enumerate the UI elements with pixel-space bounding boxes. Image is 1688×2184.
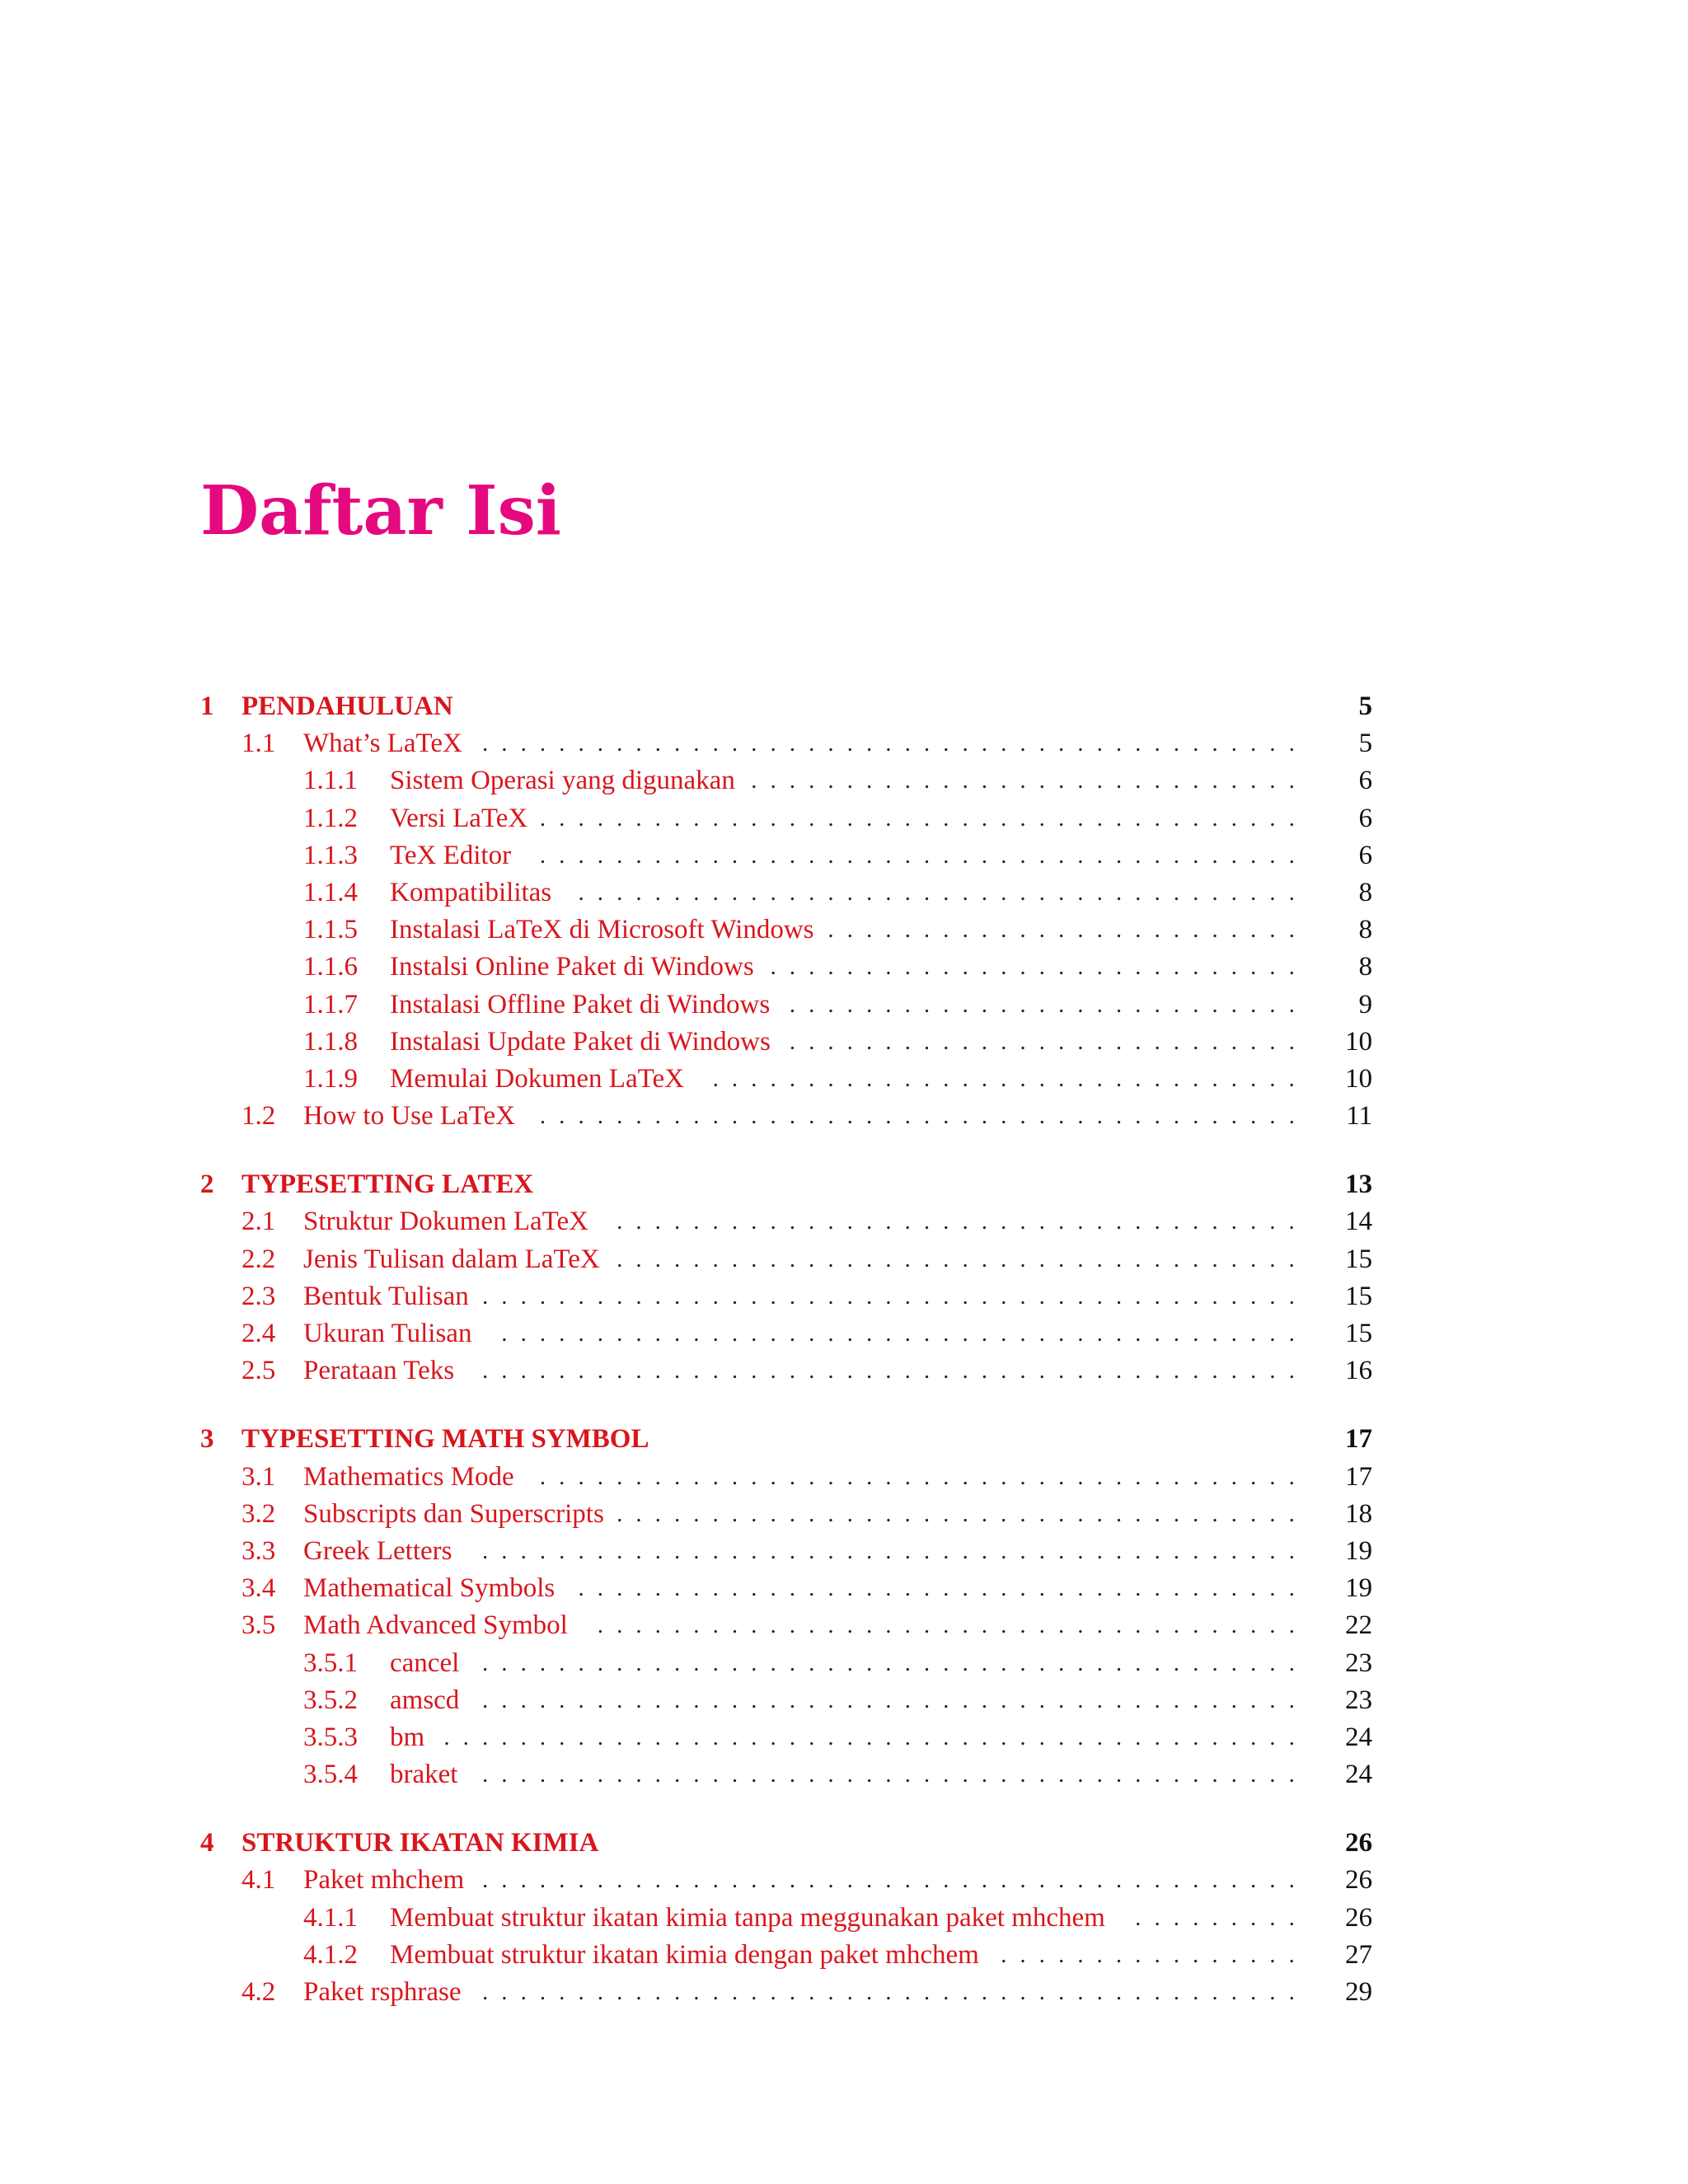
toc-entry-number: 1.1.2 [303, 803, 358, 833]
toc-dot-leader: ........................................ [540, 1104, 1308, 1130]
toc-section-entry[interactable] [200, 1570, 1372, 1607]
toc-dot-leader: ........................................... [482, 1687, 1308, 1713]
toc-entry-number: 1.1.1 [303, 766, 358, 796]
toc-entry-title: amscd [390, 1685, 460, 1715]
toc-subsection-entry[interactable] [200, 762, 1372, 799]
toc-entry-number: 2 [200, 1169, 214, 1200]
toc-dot-leader: ..................................... [597, 1613, 1308, 1639]
toc-entry-number: 3.5.4 [303, 1760, 358, 1790]
toc-entry-title: How to Use LaTeX [303, 1101, 516, 1132]
toc-entry-page: 15 [1345, 1244, 1372, 1274]
toc-entry-number: 3.5.2 [303, 1685, 358, 1715]
toc-entry-page: 17 [1345, 1424, 1372, 1455]
toc-entry-number: 3.1 [241, 1461, 276, 1492]
toc-entry-page: 23 [1345, 1647, 1372, 1678]
toc-section-entry[interactable] [200, 1241, 1372, 1278]
toc-entry-number: 4.2 [241, 1977, 276, 2007]
toc-entry-title: Bentuk Tulisan [303, 1281, 469, 1311]
toc-dot-leader: .......................................... [501, 1321, 1308, 1347]
toc-section-entry[interactable] [200, 1352, 1372, 1390]
toc-entry-title: cancel [390, 1647, 460, 1678]
toc-entry-number: 2.5 [241, 1356, 276, 1386]
toc-subsection-entry[interactable] [200, 1061, 1372, 1098]
toc-entry-title: Paket rsphrase [303, 1977, 462, 2007]
toc-dot-leader: ........................................... [482, 1762, 1308, 1788]
toc-entry-number: 4 [200, 1828, 214, 1858]
toc-entry-title: Subscripts dan Superscripts [303, 1498, 604, 1529]
toc-section-entry[interactable] [200, 1607, 1372, 1644]
toc-subsection-entry[interactable] [200, 837, 1372, 874]
toc-subsection-entry[interactable] [200, 874, 1372, 912]
toc-dot-leader: ........................................... [482, 1538, 1308, 1564]
toc-dot-leader: ........................................ [540, 1464, 1308, 1490]
toc-entry-number: 1.1 [241, 729, 276, 759]
toc-subsection-entry[interactable] [200, 987, 1372, 1024]
toc-entry-page: 8 [1358, 952, 1372, 982]
toc-entry-page: 19 [1345, 1573, 1372, 1604]
toc-entry-title: Instalasi Update Paket di Windows [390, 1026, 771, 1057]
toc-entry-title: PENDAHULUAN [241, 691, 453, 721]
toc-entry-page: 13 [1345, 1169, 1372, 1200]
toc-entry-title: Mathematical Symbols [303, 1573, 556, 1604]
toc-subsection-entry[interactable] [200, 1024, 1372, 1061]
toc-entry-page: 6 [1358, 766, 1372, 796]
toc-dot-leader: ............................ [770, 954, 1308, 981]
toc-dot-leader: ...................................... [578, 879, 1308, 906]
toc-entry-number: 1.1.5 [303, 915, 358, 945]
toc-dot-leader: ...................................... [578, 1576, 1308, 1602]
toc-entry-page: 5 [1358, 729, 1372, 759]
toc-dot-leader: ........................................... [482, 731, 1308, 757]
toc-dot-leader: ........................................... [482, 1283, 1308, 1310]
toc-entry-title: Paket mhchem [303, 1865, 465, 1896]
toc-entry-page: 26 [1345, 1865, 1372, 1896]
toc-dot-leader: ............................... [712, 1066, 1308, 1092]
toc-subsection-entry[interactable] [200, 1645, 1372, 1682]
toc-entry-page: 10 [1345, 1026, 1372, 1057]
toc-entry-page: 27 [1345, 1939, 1372, 1970]
toc-entry-page: 24 [1345, 1722, 1372, 1752]
toc-entry-page: 14 [1345, 1207, 1372, 1237]
toc-section-entry[interactable] [200, 1459, 1372, 1496]
toc-dot-leader: ............................. [751, 768, 1308, 794]
toc-dot-leader: ........................................... [482, 1868, 1308, 1894]
toc-section-entry[interactable] [200, 1496, 1372, 1533]
toc-entry-page: 9 [1358, 989, 1372, 1019]
toc-dot-leader: ............................................. [443, 1724, 1308, 1750]
toc-dot-leader: ........................................ [540, 842, 1308, 869]
toc-entry-title: TYPESETTING MATH SYMBOL [241, 1424, 649, 1455]
toc-section-entry[interactable] [200, 1533, 1372, 1570]
toc-section-entry[interactable] [200, 1315, 1372, 1352]
toc-entry-title: Membuat struktur ikatan kimia tanpa meggunakan paket mhchem [390, 1902, 1105, 1933]
toc-entry-page: 26 [1345, 1902, 1372, 1933]
toc-entry-page: 19 [1345, 1535, 1372, 1566]
toc-entry-title: Perataan Teks [303, 1356, 455, 1386]
toc-dot-leader: ......... [1135, 1905, 1308, 1931]
toc-subsection-entry[interactable] [200, 1719, 1372, 1756]
toc-entry-number: 2.4 [241, 1319, 276, 1348]
toc-entry-page: 22 [1345, 1610, 1372, 1641]
toc-subsection-entry[interactable] [200, 949, 1372, 986]
toc-entry-page: 6 [1358, 803, 1372, 833]
toc-dot-leader: ........................................... [482, 1650, 1308, 1676]
toc-section-entry[interactable] [200, 1098, 1372, 1135]
toc-section-entry[interactable] [200, 1203, 1372, 1240]
toc-entry-title: Struktur Dokumen LaTeX [303, 1207, 588, 1237]
toc-entry-title: Instalasi Offline Paket di Windows [390, 989, 771, 1019]
toc-entry-page: 6 [1358, 840, 1372, 870]
toc-entry-number: 3.3 [241, 1535, 276, 1566]
toc-subsection-entry[interactable] [200, 800, 1372, 837]
toc-dot-leader: ........................... [789, 991, 1308, 1018]
toc-entry-title: Instalsi Online Paket di Windows [390, 952, 754, 982]
toc-entry-number: 2.3 [241, 1281, 276, 1311]
toc-entry-number: 1.2 [241, 1101, 276, 1132]
toc-entry-page: 26 [1345, 1828, 1372, 1858]
toc-entry-page: 16 [1345, 1356, 1372, 1386]
toc-entry-number: 1.1.4 [303, 877, 358, 907]
toc-entry-page: 8 [1358, 877, 1372, 907]
toc-entry-page: 23 [1345, 1685, 1372, 1715]
toc-section-entry[interactable] [200, 1862, 1372, 1899]
toc-dot-leader: .................................... [617, 1246, 1308, 1272]
toc-subsection-entry[interactable] [200, 1756, 1372, 1793]
toc-entry-title: Versi LaTeX [390, 803, 528, 833]
toc-entry-title: Mathematics Mode [303, 1461, 514, 1492]
toc-entry-page: 29 [1345, 1977, 1372, 2007]
toc-entry-title: Math Advanced Symbol [303, 1610, 568, 1641]
toc-entry-number: 1.1.9 [303, 1063, 358, 1094]
toc-entry-page: 15 [1345, 1281, 1372, 1311]
toc-entry-page: 15 [1345, 1319, 1372, 1348]
toc-entry-number: 1.1.8 [303, 1026, 358, 1057]
toc-entry-page: 11 [1346, 1101, 1372, 1132]
toc-entry-title: Instalasi LaTeX di Microsoft Windows [390, 915, 814, 945]
toc-entry-number: 3.5.1 [303, 1647, 358, 1678]
toc-entry-title: STRUKTUR IKATAN KIMIA [241, 1828, 599, 1858]
toc-dot-leader: .................................... [617, 1501, 1308, 1527]
toc-entry-page: 18 [1345, 1498, 1372, 1529]
toc-entry-number: 3 [200, 1424, 214, 1455]
toc-chapter-entry[interactable] [200, 1166, 1372, 1203]
toc-entry-number: 2.2 [241, 1244, 276, 1274]
toc-entry-number: 1.1.3 [303, 840, 358, 870]
toc-subsection-entry[interactable] [200, 1900, 1372, 1937]
toc-entry-title: TeX Editor [390, 840, 512, 870]
page-title: Daftar Isi [200, 471, 561, 551]
toc-entry-title: Greek Letters [303, 1535, 452, 1566]
toc-entry-page: 24 [1345, 1760, 1372, 1790]
toc-entry-number: 3.2 [241, 1498, 276, 1529]
toc-entry-title: bm [390, 1722, 425, 1752]
toc-dot-leader: ........................................ [540, 805, 1308, 832]
toc-dot-leader: ........................................... [482, 1358, 1308, 1385]
toc-entry-number: 2.1 [241, 1207, 276, 1237]
toc-dot-leader: ................ [1001, 1942, 1308, 1968]
toc-chapter-entry[interactable] [200, 1421, 1372, 1458]
toc-entry-number: 4.1 [241, 1865, 276, 1896]
toc-entry-number: 1.1.7 [303, 989, 358, 1019]
toc-section-entry[interactable] [200, 725, 1372, 762]
toc-subsection-entry[interactable] [200, 1682, 1372, 1719]
toc-entry-number: 3.5 [241, 1610, 276, 1641]
toc-entry-title: Kompatibilitas [390, 877, 552, 907]
toc-entry-title: Membuat struktur ikatan kimia dengan paket mhchem [390, 1939, 979, 1970]
toc-dot-leader: .................................... [617, 1209, 1308, 1235]
toc-entry-number: 1.1.6 [303, 952, 358, 982]
toc-chapter-entry[interactable] [200, 688, 1372, 725]
toc-entry-title: What’s LaTeX [303, 729, 462, 759]
toc-entry-number: 1 [200, 691, 214, 721]
toc-entry-title: braket [390, 1760, 458, 1790]
toc-section-entry[interactable] [200, 1278, 1372, 1315]
toc-entry-number: 4.1.2 [303, 1939, 358, 1970]
toc-entry-page: 17 [1345, 1461, 1372, 1492]
toc-entry-number: 3.4 [241, 1573, 276, 1604]
toc-subsection-entry[interactable] [200, 1937, 1372, 1974]
toc-entry-page: 10 [1345, 1063, 1372, 1094]
toc-dot-leader: ........................................... [482, 1980, 1308, 2005]
toc-entry-page: 8 [1358, 915, 1372, 945]
toc-entry-title: Sistem Operasi yang digunakan [390, 766, 735, 796]
toc-dot-leader: ........................... [789, 1029, 1308, 1055]
toc-entry-number: 3.5.3 [303, 1722, 358, 1752]
toc-entry-title: Memulai Dokumen LaTeX [390, 1063, 684, 1094]
toc-chapter-entry[interactable] [200, 1825, 1372, 1862]
toc-entry-title: Jenis Tulisan dalam LaTeX [303, 1244, 600, 1274]
toc-entry-title: Ukuran Tulisan [303, 1319, 472, 1348]
toc-subsection-entry[interactable] [200, 912, 1372, 949]
toc-entry-page: 5 [1358, 691, 1372, 721]
toc-entry-number: 4.1.1 [303, 1902, 358, 1933]
toc-dot-leader: ......................... [828, 917, 1308, 944]
toc-section-entry[interactable] [200, 1974, 1372, 2011]
toc-entry-title: TYPESETTING LATEX [241, 1169, 534, 1200]
table-of-contents [200, 688, 1372, 2011]
